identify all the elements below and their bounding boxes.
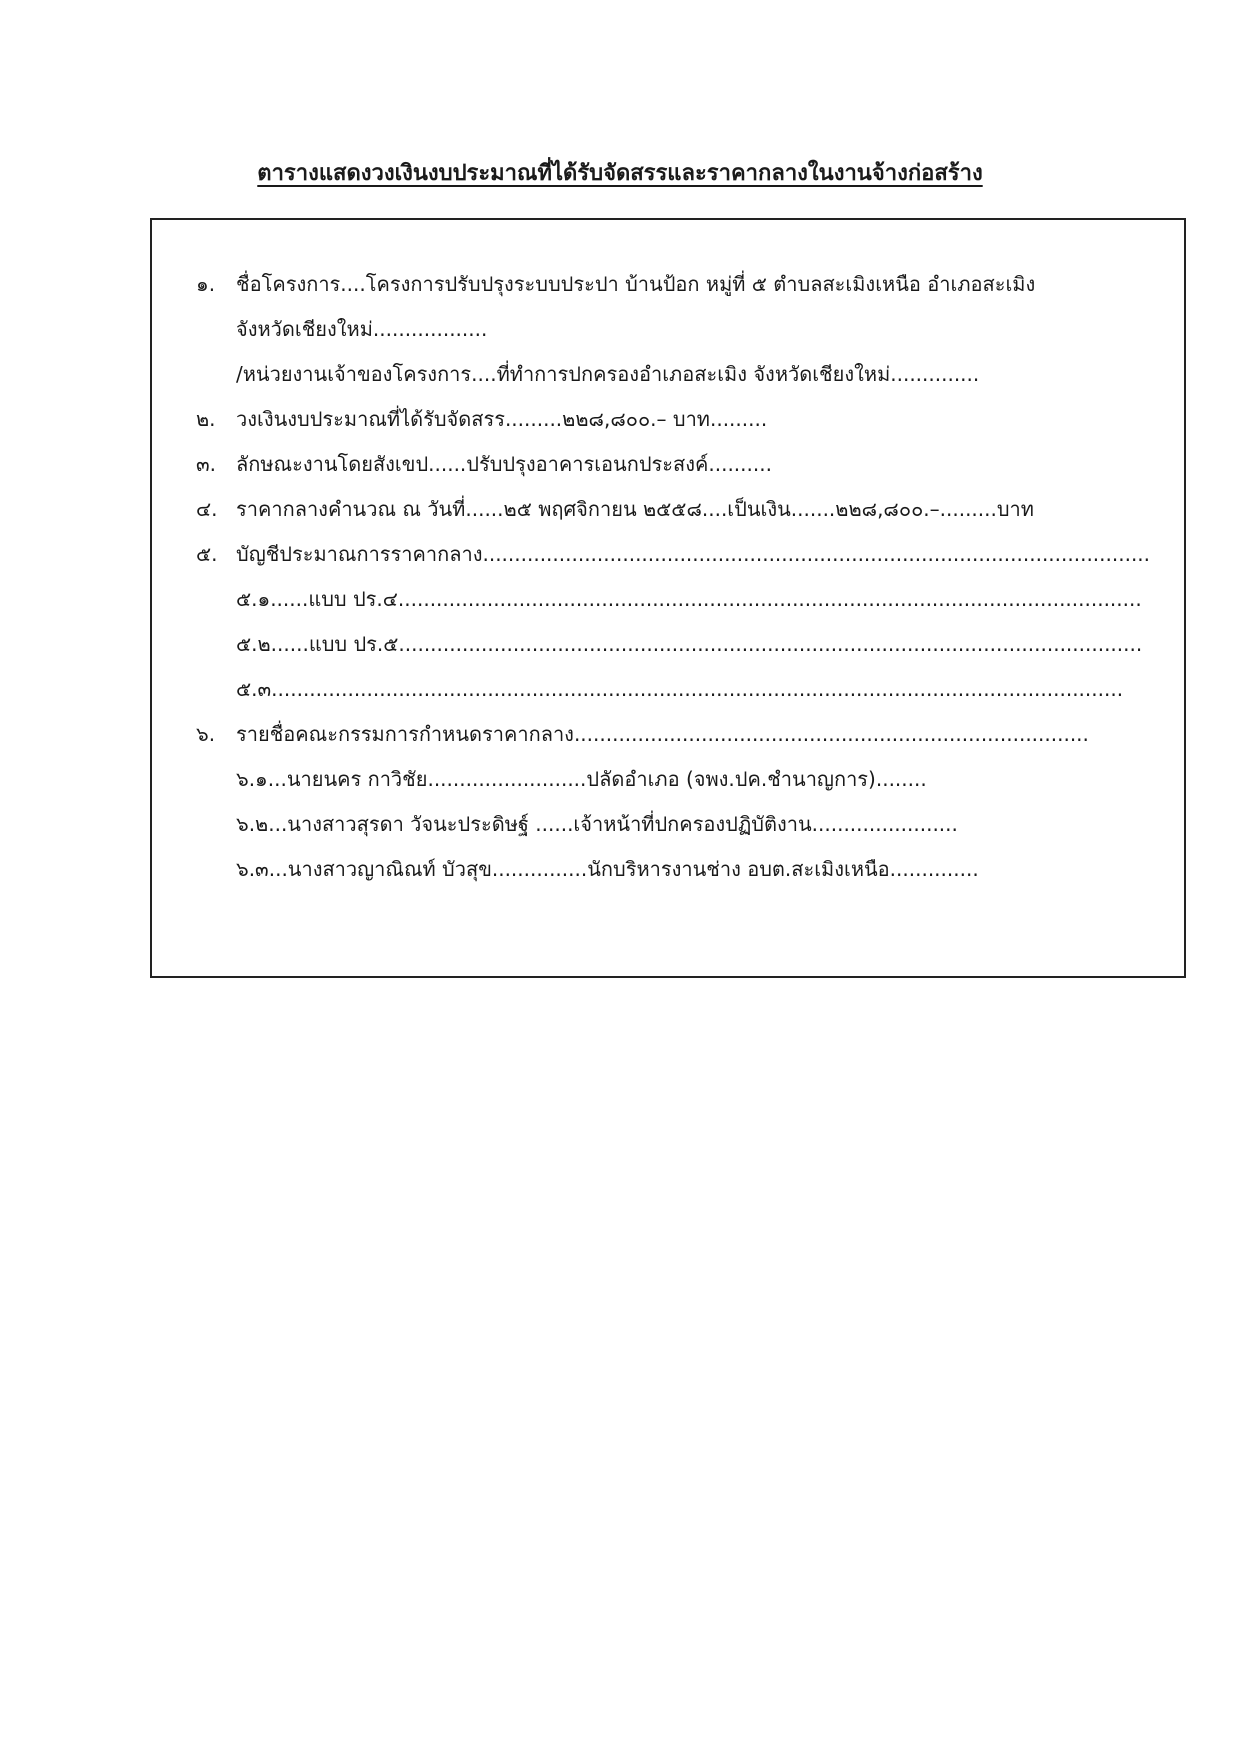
item-number-4: ๔. [196,497,218,521]
estimate-list-line: บัญชีประมาณการราคากลาง......................................................................................................... [236,542,1151,566]
item-number-6: ๖. [196,722,216,746]
estimate-sub-line-1: ๕.๑......แบบ ปร.๔..................................................................................................................... [236,587,1142,611]
item-number-2: ๒. [196,407,216,431]
project-name-line: ชื่อโครงการ....โครงการปรับปรุงระบบประปา บ้านป้อก หมู่ที่ ๕ ตำบลสะเมิงเหนือ อำเภอสะเมิง [236,272,1036,296]
work-summary-line: ลักษณะงานโดยสังเขป......ปรับปรุงอาคารเอนกประสงค์.......... [236,452,772,476]
item-number-3: ๓. [196,452,217,476]
estimate-sub-line-3: ๕.๓...................................................................................................................................... [236,677,1124,701]
form-box [150,218,1186,978]
item-number-1: ๑. [196,272,216,296]
committee-member-2: ๖.๒...นางสาวสุรดา วัจนะประดิษฐ์ ......เจ้าหน้าที่ปกครองปฏิบัติงาน....................... [236,812,958,836]
project-province-line: จังหวัดเชียงใหม่.................. [236,317,488,341]
item-number-5: ๕. [196,542,218,566]
page-title: ตารางแสดงวงเงินงบประมาณที่ได้รับจัดสรรและราคากลางในงานจ้างก่อสร้าง [257,161,983,186]
committee-member-1: ๖.๑...นายนคร กาวิชัย.........................ปลัดอำเภอ (จพง.ปค.ชำนาญการ)........ [236,767,927,791]
committee-line: รายชื่อคณะกรรมการกำหนดราคากลาง................................................................................. [236,722,1089,746]
budget-line: วงเงินงบประมาณที่ได้รับจัดสรร.........๒๒๘,๘๐๐.– บาท......... [236,407,768,431]
median-price-line: ราคากลางคำนวณ ณ วันที่......๒๕ พฤศจิกายน ๒๕๕๘....เป็นเงิน.......๒๒๘,๘๐๐.–.........บาท [236,497,1034,521]
estimate-sub-line-2: ๕.๒......แบบ ปร.๕..................................................................................................................... [236,632,1143,656]
committee-member-3: ๖.๓...นางสาวญาณิณท์ บัวสุข...............นักบริหารงานช่าง อบต.สะเมิงเหนือ.............. [236,857,979,881]
project-owner-line: /หน่วยงานเจ้าของโครงการ....ที่ทำการปกครองอำเภอสะเมิง จังหวัดเชียงใหม่.............. [236,362,980,386]
